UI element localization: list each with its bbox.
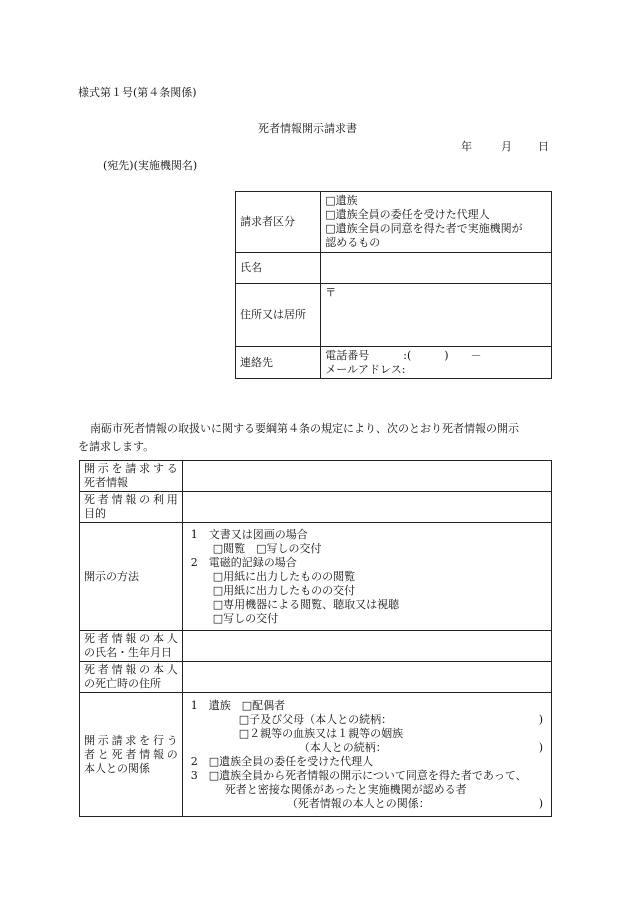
- relation-line-4: （本人との続柄：: [298, 740, 387, 754]
- relation-line-6[interactable]: 3 □遺族全員から死者情報の開示について同意を得た者であって、: [190, 768, 527, 782]
- deceased-name-field[interactable]: [182, 631, 551, 662]
- date-year: 年: [461, 140, 472, 153]
- requester-contact-label: 連絡先: [236, 347, 321, 379]
- method-line-3: 2 電磁的記録の場合: [190, 555, 297, 569]
- form-number: 様式第１号(第４条関係): [78, 86, 197, 99]
- intro-line-1: 南砺市死者情報の取扱いに関する要綱第４条の規定により、次のとおり死者情報の開示: [90, 422, 519, 435]
- addressee: (宛先)(実施機関名): [103, 159, 198, 172]
- document-title: 死者情報開示請求書: [258, 122, 357, 135]
- info-field[interactable]: [182, 461, 551, 492]
- info-row: [80, 461, 552, 492]
- requester-category-options: [321, 192, 552, 253]
- relation-line-3[interactable]: □２親等の血族又は１親等の姻族: [238, 726, 404, 740]
- details-table: [79, 460, 552, 817]
- relation-line-8: （死者情報の本人との関係：: [286, 796, 430, 810]
- relation-close-paren-1: ): [538, 712, 544, 726]
- purpose-field[interactable]: [182, 492, 551, 523]
- deceased-address-row: [80, 662, 552, 693]
- intro-line-2: を請求します。: [78, 440, 155, 453]
- relation-line-5[interactable]: 2 □遺族全員の委任を受けた代理人: [190, 754, 374, 768]
- date-month: 月: [501, 140, 512, 153]
- requester-address-field[interactable]: [321, 284, 552, 347]
- relation-close-paren-2: ): [538, 740, 544, 754]
- requester-name-field[interactable]: [321, 253, 552, 284]
- method-line-2[interactable]: □閲覧 □写しの交付: [190, 541, 322, 555]
- phone-label: 電話番号: [325, 348, 370, 362]
- info-label: 開示を請求する 死者情報: [80, 461, 183, 492]
- deceased-name-row: [80, 631, 552, 662]
- category-option-bereaved[interactable]: □遺族: [325, 194, 358, 207]
- requester-name-row: [236, 253, 552, 284]
- deceased-name-label: 死者情報の本人 の氏名・生年月日: [80, 631, 183, 662]
- relation-label: 開示請求を行う 者と死者情報の 本人との関係: [80, 693, 183, 817]
- requester-contact-field[interactable]: [321, 347, 552, 379]
- relation-line-1[interactable]: 1 遺族 □配偶者: [190, 698, 286, 712]
- requester-address-label: 住所又は居所: [236, 284, 321, 347]
- phone-format: :( ) －: [403, 348, 482, 362]
- method-line-4[interactable]: □用紙に出力したものの閲覧: [190, 569, 356, 583]
- purpose-label: 死者情報の利用 目的: [80, 492, 183, 523]
- requester-contact-row: [236, 347, 552, 379]
- category-option-consented[interactable]: □遺族全員の同意を得た者で実施機関が: [325, 222, 523, 235]
- method-label: 開示の方法: [80, 523, 183, 631]
- method-line-7[interactable]: □写しの交付: [190, 611, 279, 625]
- postal-mark: 〒: [325, 286, 337, 299]
- method-line-1: 1 文書又は図画の場合: [190, 527, 308, 541]
- category-option-consented-cont: 認めるもの: [325, 236, 381, 249]
- relation-options: [182, 693, 551, 817]
- method-line-6[interactable]: □専用機器による閲覧、聴取又は視聴: [190, 597, 400, 611]
- method-options: [182, 523, 551, 631]
- requester-table: [235, 191, 552, 379]
- relation-row: [80, 693, 552, 817]
- date-day: 日: [538, 140, 549, 153]
- relation-line-7: 死者と密接な関係があったと実施機関が認める者: [224, 782, 467, 796]
- deceased-address-label: 死者情報の本人 の死亡時の住所: [80, 662, 183, 693]
- requester-name-label: 氏名: [236, 253, 321, 284]
- deceased-address-field[interactable]: [182, 662, 551, 693]
- method-row: [80, 523, 552, 631]
- relation-line-2[interactable]: □子及び父母（本人との続柄：: [238, 712, 393, 726]
- requester-category-label: 請求者区分: [236, 192, 321, 253]
- method-line-5[interactable]: □用紙に出力したものの交付: [190, 583, 356, 597]
- relation-close-paren-3: ): [538, 796, 544, 810]
- requester-address-row: [236, 284, 552, 347]
- purpose-row: [80, 492, 552, 523]
- requester-category-row: [236, 192, 552, 253]
- email-label: メールアドレス:: [325, 362, 406, 376]
- category-option-agent[interactable]: □遺族全員の委任を受けた代理人: [325, 208, 490, 221]
